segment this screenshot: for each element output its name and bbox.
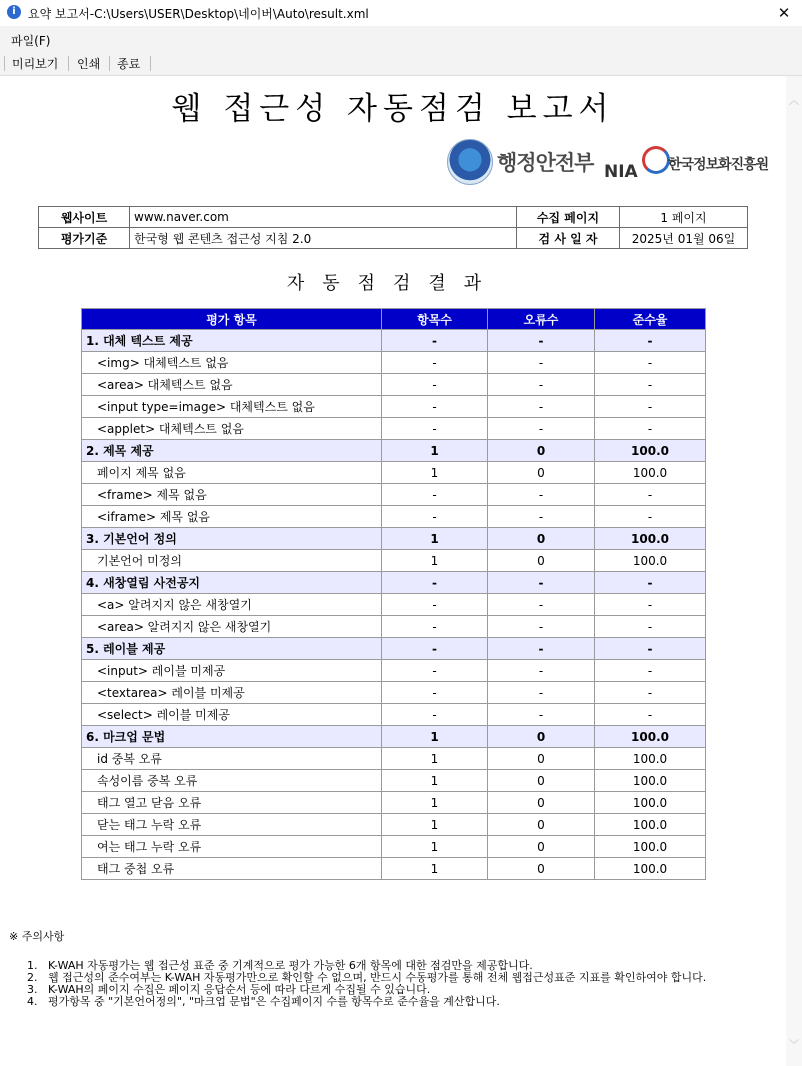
item-rate: - [595,616,706,638]
item-name: <a> 알려지지 않은 새창열기 [82,594,382,616]
item-count: - [382,506,488,528]
item-rate: - [595,682,706,704]
item-count: 1 [382,440,488,462]
close-button[interactable]: ✕ [777,4,791,22]
item-count: - [382,594,488,616]
item-errors: - [488,682,595,704]
table-row [82,550,706,572]
item-errors: - [488,418,595,440]
item-errors: - [488,594,595,616]
nia-name-text: 한국정보화진흥원 [668,157,769,173]
date-value: 2025년 01월 06일 [620,228,748,249]
note-item: 4. 평가항목 중 "기본언어정의", "마크업 문법"은 수집페이지 수를 항목수로 준수율을 계산합니다. [27,995,500,1008]
item-errors: 0 [488,770,595,792]
table-row [82,594,706,616]
table-row [82,704,706,726]
item-rate: 100.0 [595,748,706,770]
item-name: <area> 알려지지 않은 새창열기 [82,616,382,638]
result-title: 자동점검결과 [286,273,500,294]
item-name: 속성이름 중복 오류 [82,770,382,792]
item-rate: - [595,594,706,616]
item-count: - [382,418,488,440]
item-rate: 100.0 [595,792,706,814]
item-errors: 0 [488,528,595,550]
date-label: 검 사 일 자 [517,228,620,249]
table-row [82,484,706,506]
table-row [82,682,706,704]
item-count: 1 [382,814,488,836]
item-errors: 0 [488,462,595,484]
item-name: 1. 대체 텍스트 제공 [82,330,382,352]
item-errors: 0 [488,726,595,748]
col-rate: 준수율 [595,309,706,330]
scroll-down-icon[interactable]: ﹀ [789,1040,799,1051]
nia-abbr-text: NIA [604,162,638,182]
item-errors: - [488,506,595,528]
category-row [82,440,706,462]
report-view[interactable] [0,76,786,1066]
standard-label: 평가기준 [39,228,130,249]
report-title: 웹 접근성 자동점검 보고서 [171,91,615,127]
ministry-logo-text: 행정안전부 [497,151,594,175]
exit-button[interactable]: 종료 [117,57,141,71]
note-item: 3. K-WAH의 페이지 수집은 페이지 응답순서 등에 따라 다르게 수집될 수 있습니다. [27,983,431,996]
item-rate: 100.0 [595,462,706,484]
item-count: - [382,374,488,396]
table-row [82,858,706,880]
site-label: 웹사이트 [39,207,130,228]
item-count: 1 [382,858,488,880]
item-name: 닫는 태그 누락 오류 [82,814,382,836]
pages-label: 수집 페이지 [517,207,620,228]
category-row [82,330,706,352]
item-rate: 100.0 [595,528,706,550]
table-row [82,770,706,792]
table-row [82,836,706,858]
item-errors: - [488,660,595,682]
item-rate: 100.0 [595,440,706,462]
item-errors: - [488,572,595,594]
item-rate: 100.0 [595,836,706,858]
toolbar [0,51,802,76]
item-name: id 중복 오류 [82,748,382,770]
toolbar-separator [68,56,69,71]
item-count: - [382,352,488,374]
item-name: <area> 대체텍스트 없음 [82,374,382,396]
item-errors: 0 [488,792,595,814]
note-item: 1. K-WAH 자동평가는 웹 접근성 표준 중 기계적으로 평가 가능한 6개 항목에 대한 점검만을 제공합니다. [27,959,533,972]
item-name: <iframe> 제목 없음 [82,506,382,528]
item-count: 1 [382,462,488,484]
col-errors: 오류수 [488,309,595,330]
item-count: 1 [382,792,488,814]
toolbar-separator [150,56,151,71]
item-errors: 0 [488,858,595,880]
title-bar [0,0,802,26]
item-name: 태그 중첩 오류 [82,858,382,880]
item-name: 3. 기본언어 정의 [82,528,382,550]
item-count: - [382,396,488,418]
item-errors: 0 [488,748,595,770]
col-count: 항목수 [382,309,488,330]
item-count: - [382,330,488,352]
menu-file[interactable]: 파일(F) [11,34,51,48]
item-rate: - [595,396,706,418]
item-rate: - [595,374,706,396]
item-count: - [382,682,488,704]
print-button[interactable]: 인쇄 [77,57,101,71]
item-rate: 100.0 [595,858,706,880]
item-count: 1 [382,836,488,858]
category-row [82,572,706,594]
item-rate: 100.0 [595,550,706,572]
item-name: 2. 제목 제공 [82,440,382,462]
item-errors: - [488,484,595,506]
nia-swoosh-icon [642,146,670,174]
item-errors: 0 [488,550,595,572]
toolbar-separator [4,56,5,71]
item-name: <frame> 제목 없음 [82,484,382,506]
item-name: <input type=image> 대체텍스트 없음 [82,396,382,418]
item-errors: 0 [488,440,595,462]
item-count: - [382,704,488,726]
category-row [82,638,706,660]
item-rate: - [595,660,706,682]
window-title: 요약 보고서-C:\Users\USER\Desktop\네이버\Auto\result.xml [28,7,369,21]
item-count: - [382,572,488,594]
item-count: 1 [382,528,488,550]
pages-value: 1 페이지 [620,207,748,228]
item-errors: - [488,704,595,726]
item-errors: - [488,330,595,352]
item-name: <select> 레이블 미제공 [82,704,382,726]
item-count: - [382,638,488,660]
table-row [82,374,706,396]
item-name: 5. 레이블 제공 [82,638,382,660]
item-rate: 100.0 [595,726,706,748]
item-count: 1 [382,748,488,770]
item-name: 6. 마크업 문법 [82,726,382,748]
table-row [82,396,706,418]
item-rate: - [595,418,706,440]
table-row [82,462,706,484]
item-name: 4. 새창열림 사전공지 [82,572,382,594]
notes-section [9,928,779,1008]
item-rate: - [595,704,706,726]
info-table [38,206,748,249]
table-row [82,660,706,682]
item-errors: 0 [488,836,595,858]
item-errors: - [488,616,595,638]
item-errors: - [488,352,595,374]
item-errors: - [488,638,595,660]
item-count: - [382,660,488,682]
item-name: 태그 열고 닫음 오류 [82,792,382,814]
scroll-up-icon[interactable]: ︿ [789,96,799,107]
item-errors: 0 [488,814,595,836]
item-name: 여는 태그 누락 오류 [82,836,382,858]
table-row [82,418,706,440]
category-row [82,726,706,748]
item-errors: - [488,396,595,418]
item-name: 기본언어 미정의 [82,550,382,572]
item-rate: - [595,352,706,374]
item-name: <applet> 대체텍스트 없음 [82,418,382,440]
item-rate: - [595,572,706,594]
item-name: <img> 대체텍스트 없음 [82,352,382,374]
item-rate: - [595,638,706,660]
table-header-row [82,309,706,330]
app-icon: i [7,5,21,19]
table-row [82,814,706,836]
item-count: 1 [382,770,488,792]
item-errors: - [488,374,595,396]
item-count: - [382,616,488,638]
government-emblem-icon [447,139,493,185]
notes-title: ※ 주의사항 [9,930,65,943]
item-rate: - [595,506,706,528]
result-table [81,308,706,880]
item-count: 1 [382,726,488,748]
item-count: - [382,484,488,506]
standard-value: 한국형 웹 콘텐츠 접근성 지침 2.0 [130,228,517,249]
col-item: 평가 항목 [82,309,382,330]
item-name: <textarea> 레이블 미제공 [82,682,382,704]
table-row [82,748,706,770]
preview-button[interactable]: 미리보기 [12,57,59,71]
item-rate: 100.0 [595,814,706,836]
item-name: <input> 레이블 미제공 [82,660,382,682]
item-name: 페이지 제목 없음 [82,462,382,484]
table-row [82,506,706,528]
vertical-scrollbar[interactable] [786,76,802,1066]
table-row [82,792,706,814]
site-value: www.naver.com [130,207,517,228]
item-rate: 100.0 [595,770,706,792]
item-rate: - [595,330,706,352]
category-row [82,528,706,550]
menu-bar [0,26,802,51]
toolbar-separator [109,56,110,71]
note-item: 2. 웹 접근성의 준수여부는 K-WAH 자동평가만으로 확인할 수 없으며, 반드시 수동평가를 통해 전체 웹접근성표준 지표를 확인하여야 합니다. [27,971,707,984]
notes-list [27,960,779,1008]
ministry-logo [447,139,595,185]
nia-logo [604,144,779,184]
item-count: 1 [382,550,488,572]
table-row [82,616,706,638]
table-row [82,352,706,374]
item-rate: - [595,484,706,506]
